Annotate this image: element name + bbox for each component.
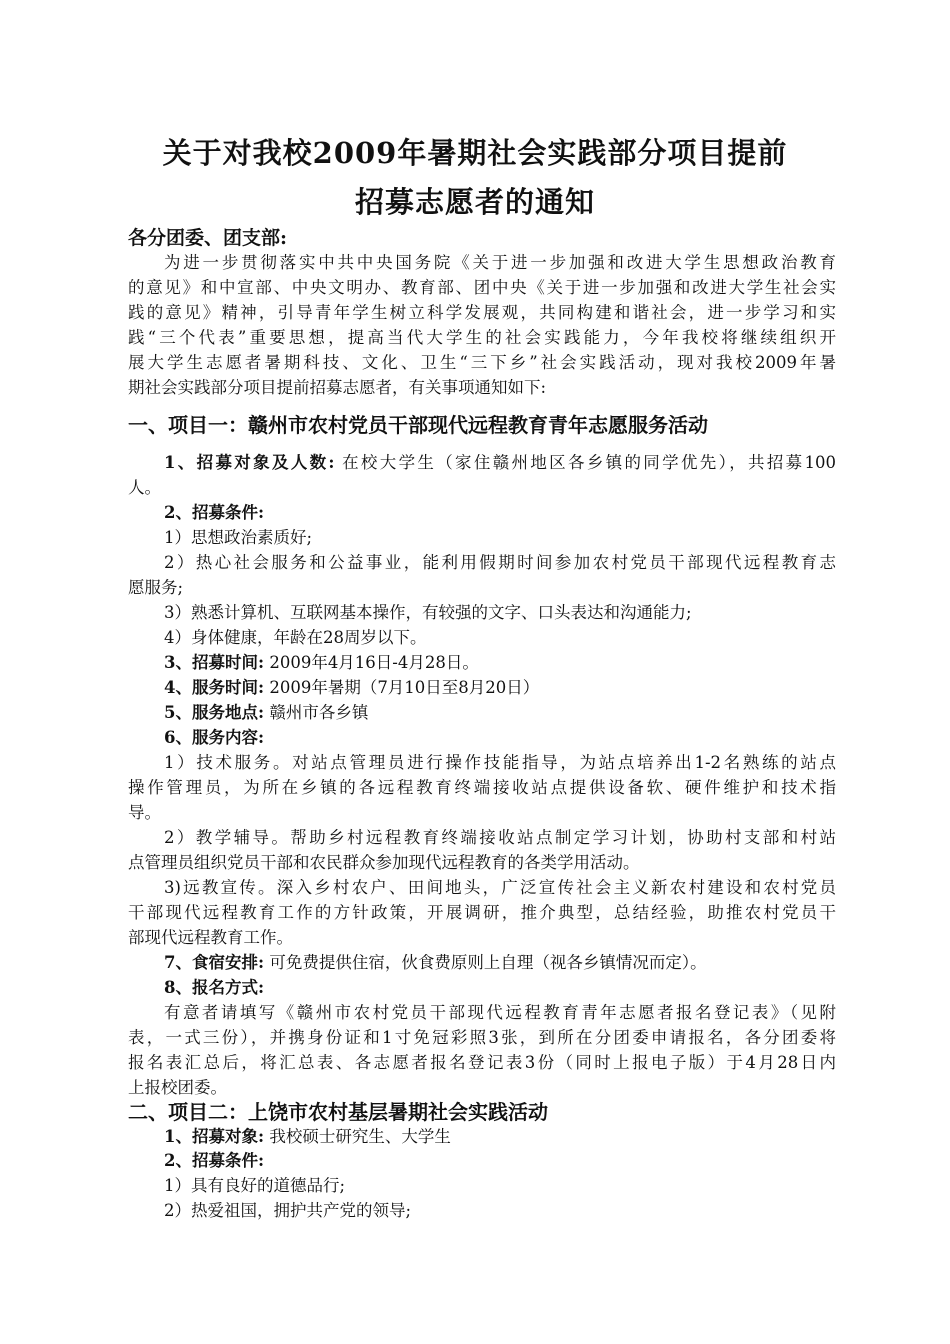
project2-condition: 1）具有良好的道德品行;	[164, 1176, 346, 1195]
project1-lodging	[164, 952, 836, 974]
project1-content-label: 6、服务内容:	[164, 728, 265, 747]
intro-line: 期社会实践部分项目提前招募志愿者，有关事项通知如下:	[128, 378, 547, 397]
document-title-line-2: 招募志愿者的通知	[354, 185, 595, 219]
project1-signup-line: 报名表汇总后，将汇总表、各志愿者报名登记表3份（同时上报电子版）于4月28日内	[128, 1053, 836, 1072]
project1-service-place	[164, 702, 836, 724]
project2-heading: 二、项目二：上饶市农村基层暑期社会实践活动	[128, 1100, 548, 1124]
project1-content-line: 导。	[128, 803, 161, 822]
project1-content-line: 部现代远程教育工作。	[128, 928, 293, 947]
project1-content-line: 操作管理员，为所在乡镇的各远程教育终端接收站点提供设备软、硬件维护和技术指	[128, 778, 836, 797]
project1-heading: 一、项目一：赣州市农村党员干部现代远程教育青年志愿服务活动	[128, 413, 708, 437]
project1-signup-line: 上报校团委。	[128, 1078, 227, 1097]
project1-condition: 4）身体健康，年龄在28周岁以下。	[164, 628, 427, 647]
project2-recruit-target-value: 我校硕士研究生、大学生	[264, 1127, 451, 1146]
project2-conditions-label: 2、招募条件:	[164, 1151, 265, 1170]
project1-service-time	[164, 677, 836, 699]
project1-recruit-target-label: 1、招募对象及人数:	[164, 453, 335, 472]
project1-lodging-value: 可免费提供住宿，伙食费原则上自理（视各乡镇情况而定）。	[264, 953, 707, 972]
salutation: 各分团委、团支部:	[128, 227, 288, 249]
project1-content-line: 1）技术服务。对站点管理员进行操作技能指导，为站点培养出1-2名熟练的站点	[164, 753, 836, 772]
project1-lodging-label: 7、食宿安排:	[164, 953, 265, 972]
project1-condition: 2）热心社会服务和公益事业，能利用假期时间参加农村党员干部现代远程教育志	[164, 553, 836, 572]
project2-condition: 2）热爱祖国，拥护共产党的领导;	[164, 1201, 412, 1220]
project1-service-time-value: 2009年暑期（7月10日至8月20日）	[264, 678, 540, 697]
intro-line: 践“三个代表”重要思想，提高当代大学生的社会实践能力，今年我校将继续组织开	[128, 328, 836, 347]
project1-recruit-target	[164, 452, 836, 474]
project1-condition: 1）思想政治素质好;	[164, 528, 313, 547]
project1-condition: 愿服务;	[128, 578, 184, 597]
project1-recruit-time-label: 3、招募时间:	[164, 653, 265, 672]
project1-content-line: 点管理员组织党员干部和农民群众参加现代远程教育的各类学用活动。	[128, 853, 640, 872]
intro-line: 展大学生志愿者暑期科技、文化、卫生“三下乡”社会实践活动，现对我校2009年暑	[128, 353, 836, 372]
intro-line: 践的意见》精神，引导青年学生树立科学发展观，共同构建和谐社会，进一步学习和实	[128, 303, 836, 322]
project1-signup-line: 有意者请填写《赣州市农村党员干部现代远程教育青年志愿者报名登记表》（见附	[164, 1003, 836, 1022]
intro-line: 的意见》和中宣部、中央文明办、教育部、团中央《关于进一步加强和改进大学生社会实	[128, 278, 836, 297]
project2-recruit-target-label: 1、招募对象:	[164, 1127, 265, 1146]
project1-signup-line: 表，一式三份），并携身份证和1寸免冠彩照3张，到所在分团委申请报名，各分团委将	[128, 1028, 836, 1047]
intro-line: 为进一步贯彻落实中共中央国务院《关于进一步加强和改进大学生思想政治教育	[164, 253, 836, 272]
project1-signup-label: 8、报名方式:	[164, 978, 265, 997]
project1-recruit-time	[164, 652, 836, 674]
project1-service-place-value: 赣州市各乡镇	[264, 703, 369, 722]
project1-conditions-label: 2、招募条件:	[164, 503, 265, 522]
project1-content-line: 2）教学辅导。帮助乡村远程教育终端接收站点制定学习计划，协助村支部和村站	[164, 828, 836, 847]
project1-recruit-target-text: 在校大学生（家住赣州地区各乡镇的同学优先），共招募100	[334, 453, 836, 472]
project1-recruit-target-cont: 人。	[128, 478, 161, 497]
project1-condition: 3）熟悉计算机、互联网基本操作，有较强的文字、口头表达和沟通能力;	[164, 603, 692, 622]
document-title-line-1: 关于对我校2009年暑期社会实践部分项目提前	[162, 136, 788, 170]
project1-content-line: 干部现代远程教育工作的方针政策，开展调研，推介典型，总结经验，助推农村党员干	[128, 903, 836, 922]
project1-recruit-time-value: 2009年4月16日-4月28日。	[264, 653, 479, 672]
project1-service-place-label: 5、服务地点:	[164, 703, 265, 722]
project1-service-time-label: 4、服务时间:	[164, 678, 265, 697]
project2-recruit-target	[164, 1126, 836, 1148]
project1-content-line: 3)远教宣传。深入乡村农户、田间地头，广泛宣传社会主义新农村建设和农村党员	[164, 878, 836, 897]
